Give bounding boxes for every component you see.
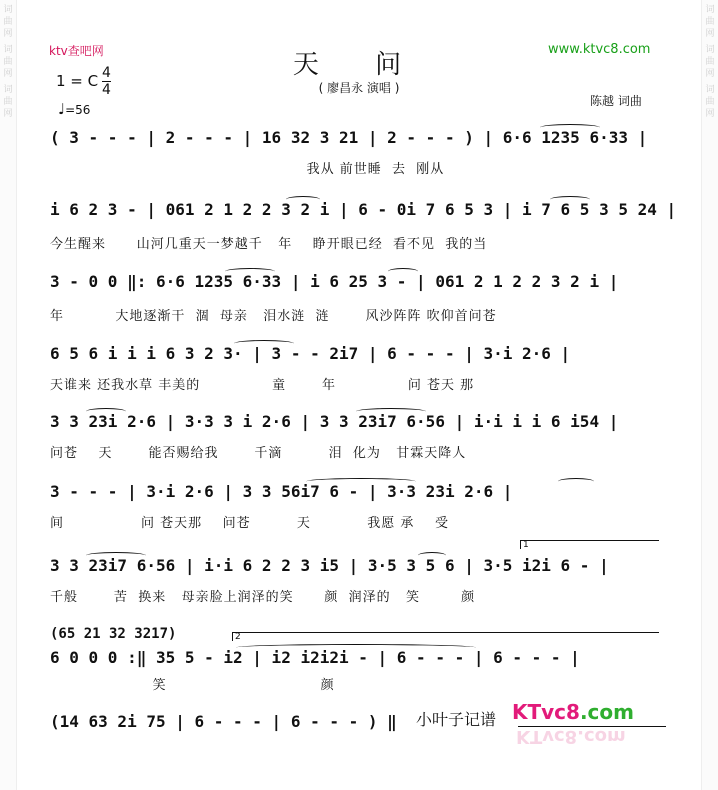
slur-mark (286, 196, 320, 203)
slur-mark (558, 478, 594, 485)
lyric-line: 天谁来 还我水草 丰美的 童 年 问 苍天 那 (50, 378, 475, 393)
lyric-line: 今生醒来 山河几重天一梦越千 年 睁开眼已经 看不见 我的当 (50, 237, 488, 252)
time-sig-bottom: 4 (102, 82, 111, 98)
slur-mark (306, 478, 416, 485)
left-watermark-strip: 词曲网 词曲网 词曲网 (0, 0, 17, 790)
notation-line: i 6 2 3 - | 061 2 1 2 2 3 2 i | 6 - 0i 7 6 5 3 | i 7 6 5 3 5 24 | (50, 200, 677, 219)
notation-line: 3 - - - | 3·i 2·6 | 3 3 56i7 6 - | 3·3 23i 2·6 | (50, 482, 513, 501)
slur-mark (418, 552, 446, 559)
composer-credit: 陈越 词曲 (590, 94, 642, 108)
lyric-line: 年 大地逐渐干 涸 母亲 泪水涟 涟 风沙阵阵 吹仰首问苍 (50, 309, 497, 324)
slur-mark (236, 644, 476, 651)
right-watermark-strip: 词曲网 词曲网 词曲网 (701, 0, 718, 790)
tie-mark (234, 340, 294, 347)
first-ending-bracket: 1 (520, 540, 659, 549)
lyric-line: 问苍 天 能否赐给我 千滴 泪 化为 甘霖天降人 (50, 446, 467, 461)
ktvc8-logo[interactable]: KTvc8.com (512, 700, 634, 724)
performer: ( 廖昌永 演唱 ) (318, 81, 400, 95)
lyric-line: 笑 颜 (50, 678, 335, 693)
slur-mark (540, 124, 600, 131)
notation-line: (14 63 2i 75 | 6 - - - | 6 - - - ) ‖ (50, 712, 397, 731)
lyric-line: 间 问 苍天那 问苍 天 我愿 承 受 (50, 516, 449, 531)
slur-mark (86, 552, 146, 559)
notation-line: 3 - 0 0 ‖: 6·6 1235 6·33 | i 6 25 3 - | 061 2 1 2 2 3 2 i | (50, 272, 619, 291)
logo-reflection: KTvc8.com (516, 726, 626, 747)
transcriber-credit: 小叶子记谱 (416, 710, 497, 729)
second-ending-bracket: 2 (232, 632, 659, 641)
time-signature (102, 66, 111, 97)
notation-line: 3 3 23i 2·6 | 3·3 3 i 2·6 | 3 3 23i7 6·56 | i·i i i 6 i54 | (50, 412, 619, 431)
quarter-note-icon: ♩ (58, 100, 66, 118)
notation-line: 6 5 6 i i i 6 3 2 3· | 3 - - 2i7 | 6 - - - | 3·i 2·6 | (50, 344, 571, 363)
tempo-marking (58, 100, 90, 118)
slur-mark (388, 268, 418, 275)
notation-line: 6 0 0 0 :‖ 35 5 - i2 | i2 i2i2i - | 6 - - - | 6 - - - | (50, 648, 580, 667)
song-title: 天 问 (292, 50, 426, 80)
slur-mark (225, 268, 275, 275)
lyric-line: 千般 苦 换来 母亲脸上润泽的笑 颜 润泽的 笑 颜 (50, 590, 476, 605)
time-sig-top: 4 (102, 65, 111, 81)
key-signature: 1 = C (56, 72, 99, 90)
slur-mark (356, 408, 426, 415)
site-link-right[interactable]: www.ktvc8.com (548, 42, 651, 57)
site-link-left[interactable]: ktv查吧网 (49, 44, 104, 58)
slur-mark (550, 196, 590, 203)
lyric-line: 我从 前世睡 去 刚从 (50, 162, 445, 177)
slur-mark (86, 408, 126, 415)
notation-line: 3 3 23i7 6·56 | i·i 6 2 2 3 i5 | 3·5 3 5 6 | 3·5 i2i 6 - | (50, 556, 609, 575)
notation-line: ( 3 - - - | 2 - - - | 16 32 3 21 | 2 - - - ) | 6·6 1235 6·33 | (50, 128, 648, 147)
bracketed-intro-notes: (65 21 32 3217) (50, 626, 177, 642)
tempo-value: =56 (65, 103, 91, 117)
